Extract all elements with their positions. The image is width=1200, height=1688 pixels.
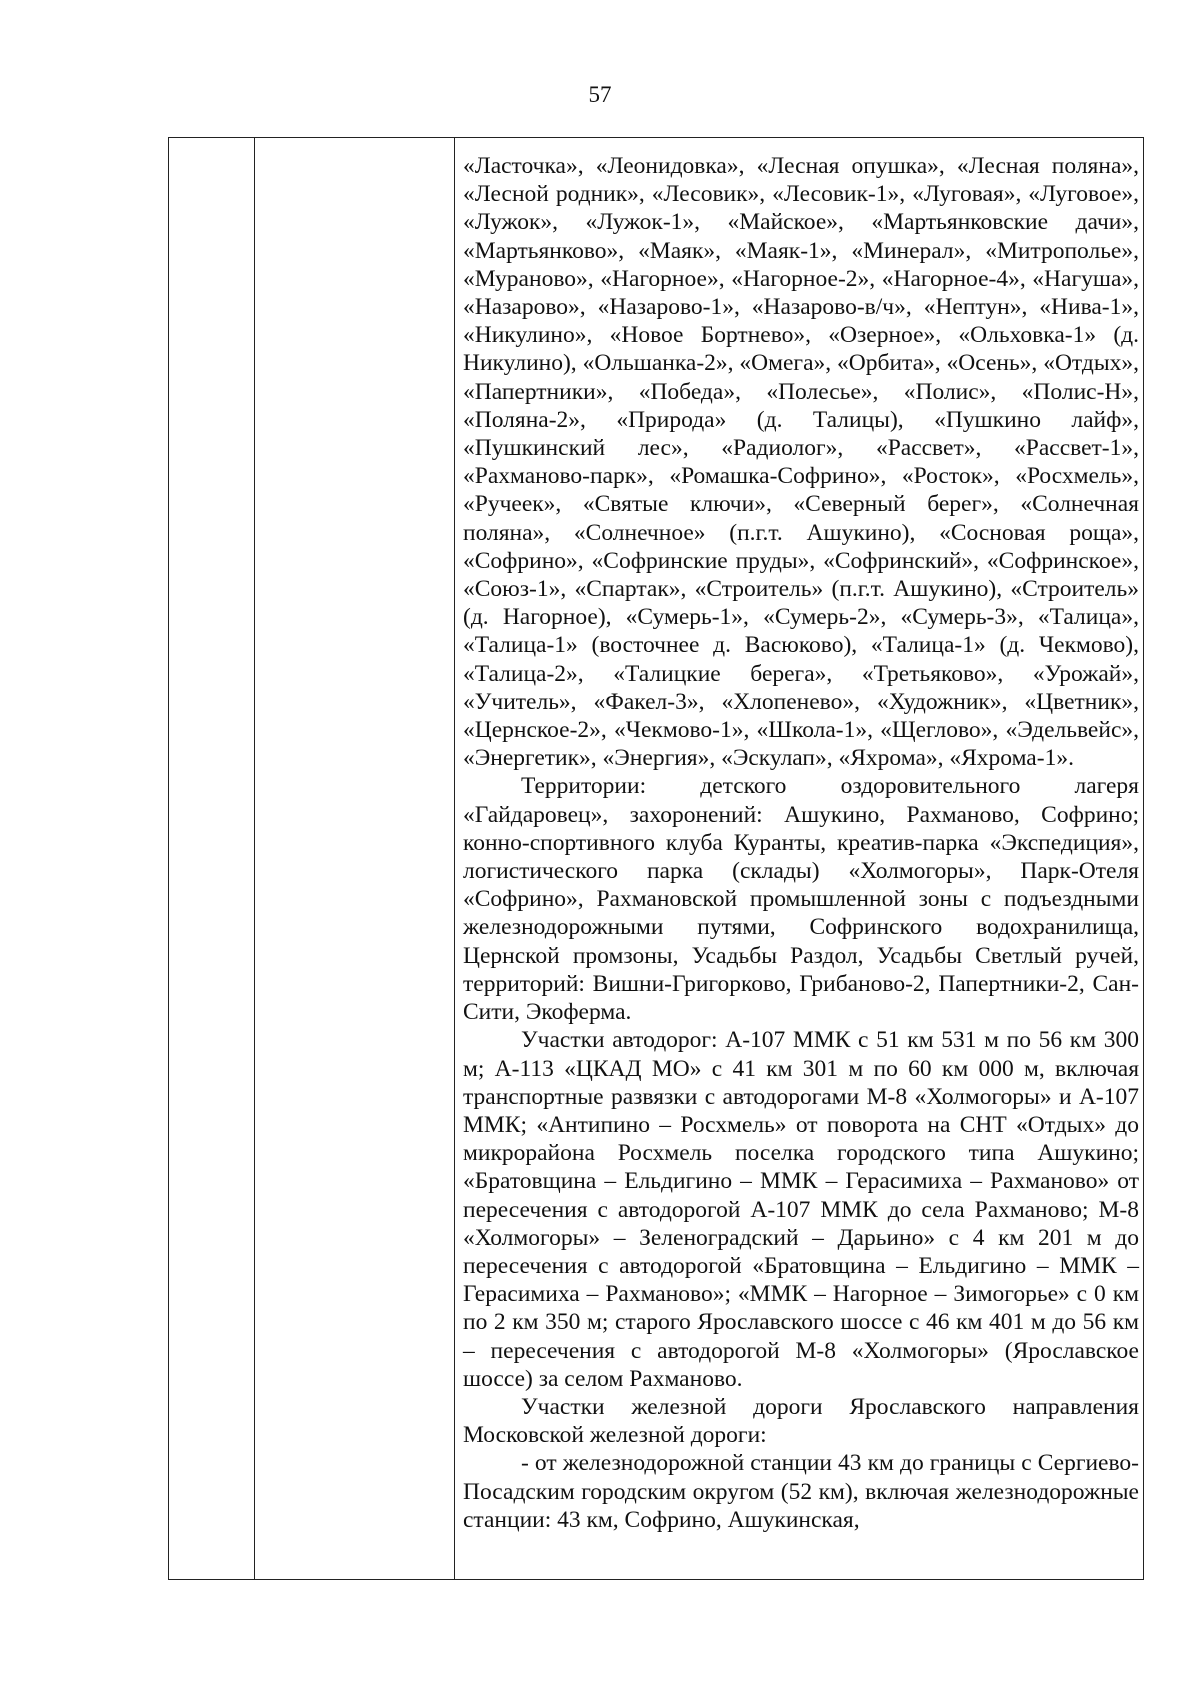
table-column-1 <box>169 138 255 1579</box>
document-table <box>168 137 1144 1580</box>
page-number: 57 <box>588 82 612 107</box>
paragraph-railway-item: - от железнодорожной станции 43 км до границы с Сергиево-Посадским городским округом (52 км), включая железнодорожные станции: 43 км, Софрино, Ашукинская, <box>463 1450 1139 1533</box>
paragraph-road-sections: Участки автодорог: А-107 ММК с 51 км 531 м по 56 км 300 м; А-113 «ЦКАД МО» с 41 км 301 м по 60 км 000 м, включая транспортные развязки с автодорогами М-8 «Холмогоры» и А-107 ММК; «Антипино – Росхмель» от поворота на СНТ «Отдых» до микрорайона Росхмель поселка городского типа Ашукино; «Братовщина – Ельдигино – ММК – Герасимиха – Рахманово» от пересечения с автодорогой А-107 ММК до села Рахманово; М-8 «Холмогоры» – Зеленоградский – Дарьино» с 4 км 201 м до пересечения с автодорогой «Братовщина – Ельдигино – ММК – Герасимиха – Рахманово»; «ММК – Нагорное – Зимогорье» с 0 км по 2 км 350 м; старого Ярославского шоссе с 46 км 401 м до 56 км – пересечения с автодорогой М-8 «Холмогоры» (Ярославское шоссе) за селом Рахманово. <box>463 1027 1139 1392</box>
paragraph-territories: Территории: детского оздоровительного лагеря «Гайдаровец», захоронений: Ашукино, Рахманово, Софрино; конно-спортивного клуба Куранты, креатив-парка «Экспедиция», логистического парка (склады) «Холмогоры», Парк-Отеля «Софрино», Рахмановской промышленной зоны с подъездными железнодорожными путями, Софринского водохранилища, Цернской промзоны, Усадьбы Раздол, Усадьбы Светлый ручей, территорий: Вишни-Григорково, Грибаново-2, Папертники-2, Сан-Сити, Экоферма. <box>463 773 1139 1026</box>
paragraph-object-list: «Ласточка», «Леонидовка», «Лесная опушка», «Лесная поляна», «Лесной родник», «Лесовик», «Лесовик-1», «Луговая», «Луговое», «Лужок», «Лужок-1», «Майское», «Мартьянковские дачи», «Мартьянково», «Маяк», «Маяк-1», «Минерал», «Митрополье», «Мураново», «Нагорное», «Нагорное-2», «Нагорное-4», «Нагуша», «Назарово», «Назарово-1», «Назарово-в/ч», «Нептун», «Нива-1», «Никулино», «Новое Бортнево», «Озерное», «Ольховка-1» (д. Никулино), «Ольшанка-2», «Омега», «Орбита», «Осень», «Отдых», «Папертники», «Победа», «Полесье», «Полис», «Полис-Н», «Поляна-2», «Природа» (д. Талицы), «Пушкино лайф», «Пушкинский лес», «Радиолог», «Рассвет», «Рассвет-1», «Рахманово-парк», «Ромашка-Софрино», «Росток», «Росхмель», «Ручеек», «Святые ключи», «Северный берег», «Солнечная поляна», «Солнечное» (п.г.т. Ашукино), «Сосновая роща», «Софрино», «Софринские пруды», «Софринский», «Софринское», «Союз-1», «Спартак», «Строитель» (п.г.т. Ашукино), «Строитель» (д. Нагорное), «Сумерь-1», «Сумерь-2», «Сумерь-3», «Талица», «Талица-1» (восточнее д. Васюково), «Талица-1» (д. Чекмово), «Талица-2», «Талицкие берега», «Третьяково», «Урожай», «Учитель», «Факел-3», «Хлопенево», «Художник», «Цветник», «Цернское-2», «Чекмово-1», «Школа-1», «Щеглово», «Эдельвейс», «Энергетик», «Энергия», «Эскулап», «Яхрома», «Яхрома-1». <box>463 153 1139 772</box>
paragraph-railway-sections: Участки железной дороги Ярославского направления Московской железной дороги: <box>463 1393 1139 1449</box>
table-column-3 <box>455 138 1145 1579</box>
table-column-2 <box>255 138 455 1579</box>
